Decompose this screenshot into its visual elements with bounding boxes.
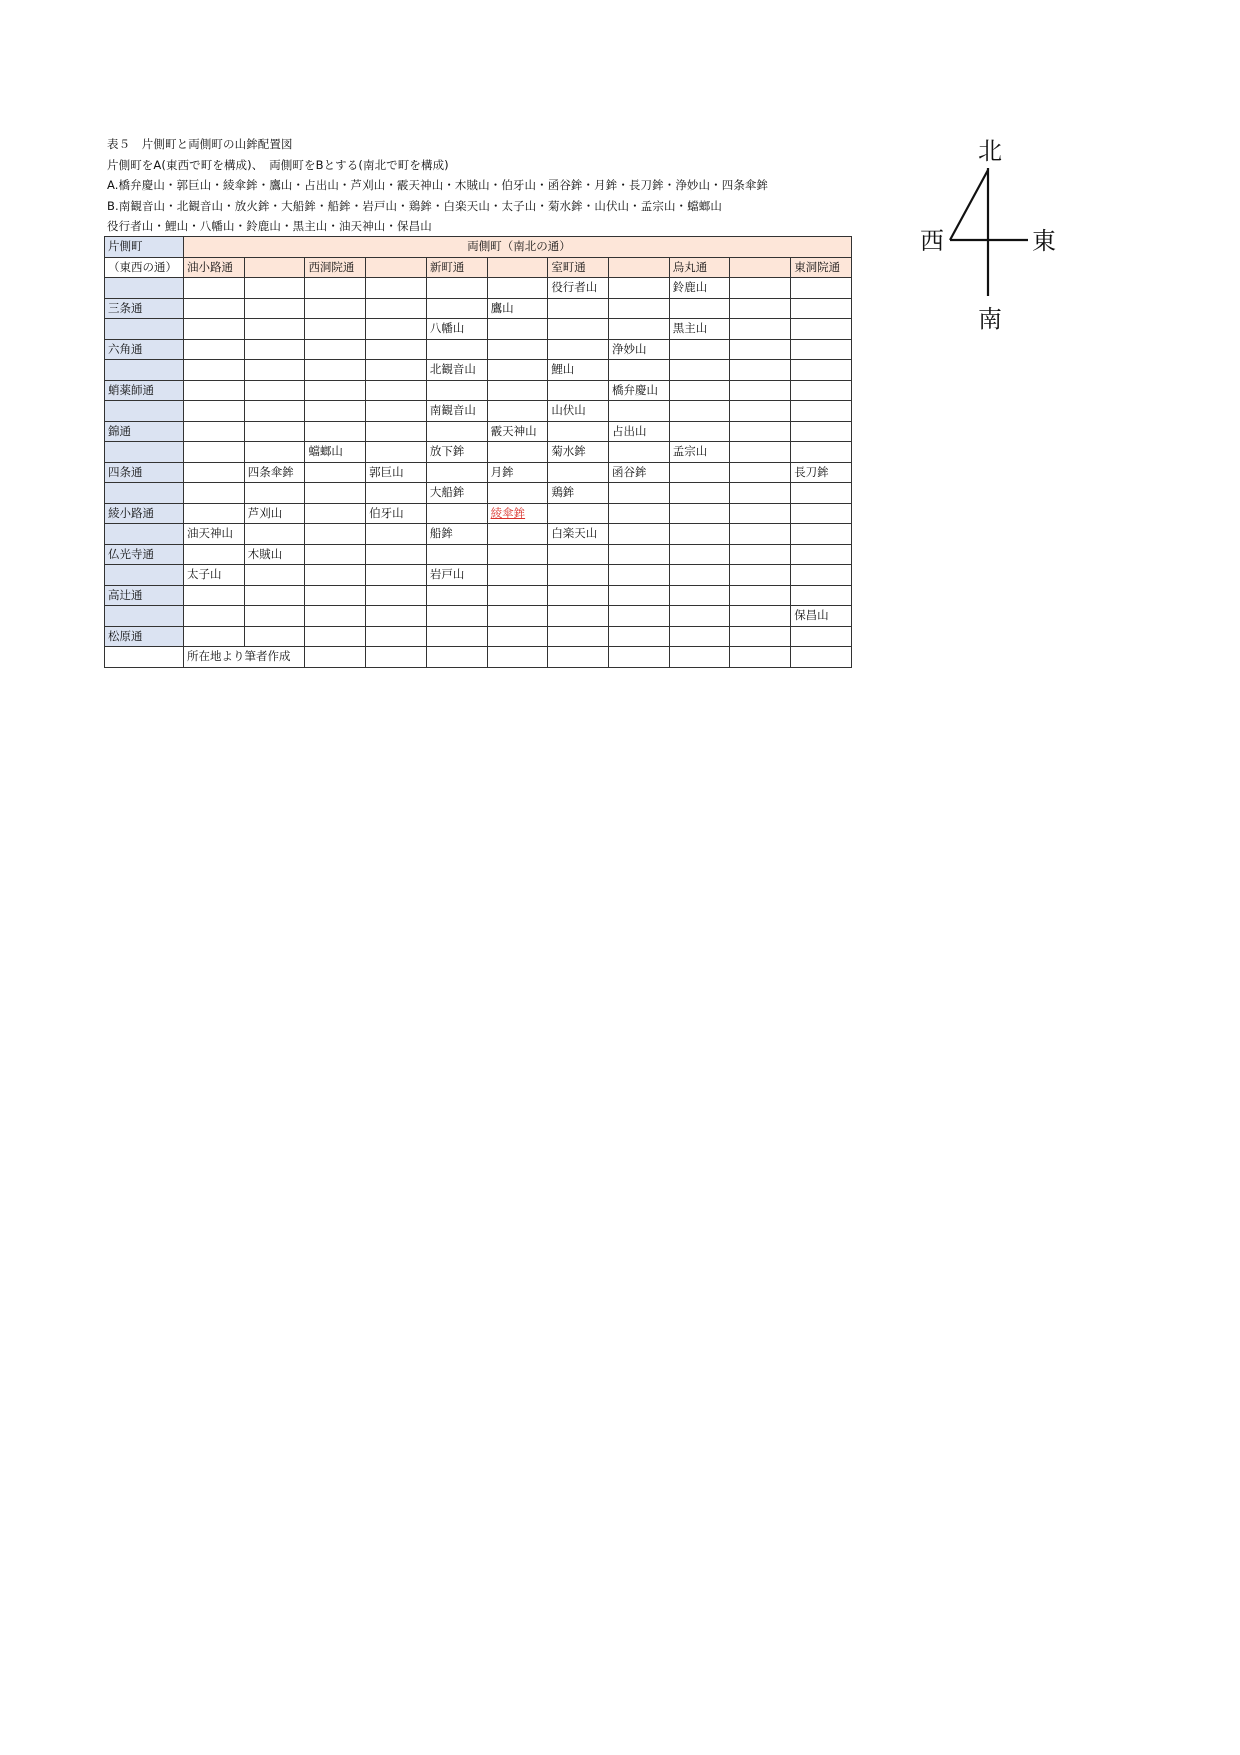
table-cell [305, 483, 366, 504]
table-cell [730, 442, 791, 463]
table-cell [305, 565, 366, 586]
table-cell [305, 298, 366, 319]
table-cell: 油天神山 [184, 524, 245, 545]
table-cell: 蟷螂山 [305, 442, 366, 463]
table-cell [548, 626, 609, 647]
placement-table [104, 236, 852, 668]
table-cell [184, 462, 245, 483]
table-cell [184, 298, 245, 319]
row-street-label [105, 442, 184, 463]
table-cell: 菊水鉾 [548, 442, 609, 463]
table-cell [730, 544, 791, 565]
column-header: 西洞院通 [305, 257, 366, 278]
table-cell [669, 626, 730, 647]
table-cell [184, 380, 245, 401]
table-row [105, 626, 852, 647]
table-cell [730, 319, 791, 340]
table-cell [184, 319, 245, 340]
table-row [105, 524, 852, 545]
list-a-line: A.橋弁慶山・郭巨山・綾傘鉾・鷹山・占出山・芦刈山・霰天神山・木賊山・伯牙山・函谷鉾・月鉾・長刀鉾・浄妙山・四条傘鉾 [107, 178, 769, 192]
table-row [105, 339, 852, 360]
table-cell [730, 360, 791, 381]
table-row [105, 565, 852, 586]
row-street-label: 六角通 [105, 339, 184, 360]
row-street-label: 綾小路通 [105, 503, 184, 524]
table-cell [305, 606, 366, 627]
table-cell: 大船鉾 [426, 483, 487, 504]
table-cell [730, 401, 791, 422]
table-cell: 鯉山 [548, 360, 609, 381]
row-street-label [105, 278, 184, 299]
column-header: 東洞院通 [791, 257, 852, 278]
table-cell [609, 442, 670, 463]
table-cell [366, 442, 427, 463]
footer-cell [366, 647, 427, 668]
table-cell: 浄妙山 [609, 339, 670, 360]
table-row [105, 606, 852, 627]
row-street-label: 松原通 [105, 626, 184, 647]
table-cell [791, 360, 852, 381]
table-cell [426, 380, 487, 401]
table-cell [548, 298, 609, 319]
column-header-row [105, 257, 852, 278]
table-cell [791, 421, 852, 442]
list-b-continued-line: 役行者山・鯉山・八幡山・鈴鹿山・黒主山・油天神山・保昌山 [107, 219, 432, 233]
row-street-label: 四条通 [105, 462, 184, 483]
table-cell [426, 606, 487, 627]
table-cell [791, 339, 852, 360]
table-cell [487, 524, 548, 545]
table-cell: 四条傘鉾 [244, 462, 305, 483]
table-cell [366, 339, 427, 360]
column-header: 新町通 [426, 257, 487, 278]
table-cell: 保昌山 [791, 606, 852, 627]
table-cell [791, 442, 852, 463]
footer-cell [791, 647, 852, 668]
table-cell [791, 401, 852, 422]
column-header: 室町通 [548, 257, 609, 278]
table-cell [791, 585, 852, 606]
table-cell [426, 278, 487, 299]
table-cell [244, 585, 305, 606]
corner-sub: （東西の通） [105, 257, 184, 278]
table-cell [426, 503, 487, 524]
row-street-label: 仏光寺通 [105, 544, 184, 565]
table-cell [366, 360, 427, 381]
row-street-label: 蛸薬師通 [105, 380, 184, 401]
table-cell [305, 524, 366, 545]
footer-row [105, 647, 852, 668]
table-cell [730, 298, 791, 319]
table-cell: 占出山 [609, 421, 670, 442]
row-street-label [105, 565, 184, 586]
table-cell [244, 483, 305, 504]
east-label: 東 [1032, 227, 1056, 255]
table-cell [669, 339, 730, 360]
header-text [107, 134, 867, 237]
table-cell: 橋弁慶山 [609, 380, 670, 401]
table-cell [305, 319, 366, 340]
table-cell: 黒主山 [669, 319, 730, 340]
table-cell [791, 524, 852, 545]
table-cell [366, 319, 427, 340]
table-cell [366, 565, 427, 586]
column-header: 油小路通 [184, 257, 245, 278]
table-row [105, 462, 852, 483]
table-row [105, 421, 852, 442]
table-cell [244, 401, 305, 422]
table-cell [305, 380, 366, 401]
table-cell [366, 421, 427, 442]
table-cell [244, 626, 305, 647]
table-cell [305, 462, 366, 483]
definition-line: 片側町をA(東西で町を構成)、 両側町をBとする(南北で町を構成) [107, 157, 449, 172]
table-cell [730, 524, 791, 545]
table-cell [366, 606, 427, 627]
footer-cell [669, 647, 730, 668]
table-cell [244, 339, 305, 360]
table-cell: 役行者山 [548, 278, 609, 299]
column-header [730, 257, 791, 278]
table-cell [487, 585, 548, 606]
table-cell [669, 483, 730, 504]
table-cell [609, 503, 670, 524]
table-cell: 鷹山 [487, 298, 548, 319]
table-cell [609, 483, 670, 504]
table-cell [244, 421, 305, 442]
footer-cell [426, 647, 487, 668]
column-header [609, 257, 670, 278]
top-header: 両側町（南北の通） [184, 237, 852, 258]
table-cell: 放下鉾 [426, 442, 487, 463]
table-cell: 郭巨山 [366, 462, 427, 483]
table-cell [366, 585, 427, 606]
table-cell [669, 360, 730, 381]
west-label: 西 [920, 227, 944, 255]
table-cell [305, 421, 366, 442]
north-label: 北 [978, 137, 1002, 165]
table-cell [609, 544, 670, 565]
list-b-line: B.南観音山・北観音山・放火鉾・大船鉾・船鉾・岩戸山・鶏鉾・白楽天山・太子山・菊水鉾・山伏山・孟宗山・蟷螂山 [107, 198, 722, 213]
table-cell: 白楽天山 [548, 524, 609, 545]
table-cell: 岩戸山 [426, 565, 487, 586]
table-cell [730, 421, 791, 442]
table-cell [791, 565, 852, 586]
table-row [105, 360, 852, 381]
table-cell [426, 626, 487, 647]
table-cell [426, 585, 487, 606]
column-header [487, 257, 548, 278]
table-row [105, 298, 852, 319]
table-cell: 山伏山 [548, 401, 609, 422]
table-cell [305, 585, 366, 606]
table-cell [548, 462, 609, 483]
table-cell [487, 483, 548, 504]
table-cell: 鶏鉾 [548, 483, 609, 504]
table-cell [730, 339, 791, 360]
table-cell [730, 278, 791, 299]
table-cell [791, 298, 852, 319]
table-cell [244, 319, 305, 340]
table-cell [609, 524, 670, 545]
table-cell [244, 298, 305, 319]
compass-diagram [900, 130, 1100, 350]
table-cell [184, 278, 245, 299]
table-cell [305, 401, 366, 422]
table-cell [548, 421, 609, 442]
table-caption: 表５ 片側町と両側町の山鉾配置図 [107, 137, 293, 151]
table-cell [730, 626, 791, 647]
table-cell [548, 319, 609, 340]
column-header [366, 257, 427, 278]
table-cell: 八幡山 [426, 319, 487, 340]
table-cell [487, 626, 548, 647]
table-cell [609, 585, 670, 606]
row-street-label [105, 319, 184, 340]
table-cell [184, 401, 245, 422]
source-note: 所在地より筆者作成 [184, 647, 305, 668]
table-cell [791, 503, 852, 524]
table-cell [426, 339, 487, 360]
table-cell [244, 565, 305, 586]
table-row [105, 380, 852, 401]
table-cell [791, 319, 852, 340]
table-row [105, 442, 852, 463]
table-cell [305, 626, 366, 647]
table-cell [609, 360, 670, 381]
table-cell [184, 360, 245, 381]
table-cell [487, 565, 548, 586]
table-cell [730, 483, 791, 504]
table-cell [366, 524, 427, 545]
table-cell [791, 483, 852, 504]
footer-cell [730, 647, 791, 668]
corner-top: 片側町 [105, 237, 184, 258]
table-cell: 鈴鹿山 [669, 278, 730, 299]
table-cell [426, 421, 487, 442]
table-cell: 太子山 [184, 565, 245, 586]
table-cell [244, 442, 305, 463]
table-cell [669, 565, 730, 586]
footer-cell [548, 647, 609, 668]
table-cell [487, 360, 548, 381]
table-cell [609, 298, 670, 319]
row-street-label [105, 483, 184, 504]
table-cell [184, 544, 245, 565]
table-cell [305, 360, 366, 381]
table-cell [487, 442, 548, 463]
table-cell [184, 483, 245, 504]
table-cell [366, 380, 427, 401]
table-cell [487, 401, 548, 422]
table-cell [669, 544, 730, 565]
table-cell [609, 565, 670, 586]
table-cell: 長刀鉾 [791, 462, 852, 483]
table-cell [487, 339, 548, 360]
table-cell [730, 380, 791, 401]
table-row [105, 544, 852, 565]
table-cell [487, 319, 548, 340]
table-cell [244, 380, 305, 401]
footer-cell [609, 647, 670, 668]
table-cell [609, 319, 670, 340]
table-cell [244, 524, 305, 545]
table-cell [184, 626, 245, 647]
footer-cell [305, 647, 366, 668]
table-cell [548, 380, 609, 401]
column-header [244, 257, 305, 278]
table-cell: 霰天神山 [487, 421, 548, 442]
table-cell [366, 298, 427, 319]
table-cell [184, 339, 245, 360]
table-cell [669, 503, 730, 524]
table-cell [184, 606, 245, 627]
table-cell [487, 380, 548, 401]
table-row [105, 319, 852, 340]
table-cell [730, 462, 791, 483]
table-cell [366, 401, 427, 422]
row-street-label [105, 606, 184, 627]
table-cell [669, 401, 730, 422]
table-row [105, 278, 852, 299]
table-cell [426, 298, 487, 319]
table-cell [609, 278, 670, 299]
south-label: 南 [978, 305, 1002, 333]
table-cell [609, 401, 670, 422]
table-cell: 函谷鉾 [609, 462, 670, 483]
table-cell [366, 483, 427, 504]
table-cell [487, 606, 548, 627]
table-row [105, 483, 852, 504]
table-cell [305, 278, 366, 299]
table-cell: 孟宗山 [669, 442, 730, 463]
table-cell [244, 606, 305, 627]
table-cell [669, 462, 730, 483]
table-cell [669, 421, 730, 442]
row-street-label: 高辻通 [105, 585, 184, 606]
table-cell [184, 442, 245, 463]
table-row [105, 503, 852, 524]
table-cell [244, 360, 305, 381]
table-cell [730, 503, 791, 524]
table-cell: 南観音山 [426, 401, 487, 422]
table-cell [244, 278, 305, 299]
column-header: 烏丸通 [669, 257, 730, 278]
table-cell [791, 626, 852, 647]
row-street-label [105, 360, 184, 381]
table-cell [548, 606, 609, 627]
table-cell [426, 544, 487, 565]
table-cell: 月鉾 [487, 462, 548, 483]
table-row [105, 585, 852, 606]
table-cell [548, 339, 609, 360]
table-cell: 芦刈山 [244, 503, 305, 524]
table-cell [669, 585, 730, 606]
footer-empty [105, 647, 184, 668]
table-cell [669, 380, 730, 401]
table-cell [730, 585, 791, 606]
table-cell [366, 278, 427, 299]
header-row [105, 237, 852, 258]
table-cell [184, 585, 245, 606]
table-cell: 北観音山 [426, 360, 487, 381]
table-cell [791, 544, 852, 565]
table-cell: 木賊山 [244, 544, 305, 565]
table-cell [487, 544, 548, 565]
table-cell [184, 503, 245, 524]
footer-cell [487, 647, 548, 668]
table-cell [609, 606, 670, 627]
table-cell [730, 565, 791, 586]
table-cell [305, 503, 366, 524]
table-cell [730, 606, 791, 627]
row-street-label: 錦通 [105, 421, 184, 442]
table-cell [366, 544, 427, 565]
table-row [105, 401, 852, 422]
row-street-label [105, 401, 184, 422]
table-cell [669, 298, 730, 319]
table-cell [305, 544, 366, 565]
table-cell [669, 606, 730, 627]
table-cell [548, 544, 609, 565]
table-cell [548, 503, 609, 524]
table-cell [305, 339, 366, 360]
table-cell [487, 278, 548, 299]
table-cell [609, 626, 670, 647]
highlighted-cell: 綾傘鉾 [487, 503, 548, 524]
row-street-label [105, 524, 184, 545]
table-cell: 伯牙山 [366, 503, 427, 524]
table-cell [366, 626, 427, 647]
table-cell [426, 462, 487, 483]
table-cell [669, 524, 730, 545]
table-cell [184, 421, 245, 442]
table-cell [791, 380, 852, 401]
table-cell [548, 585, 609, 606]
table-cell [548, 565, 609, 586]
row-street-label: 三条通 [105, 298, 184, 319]
table-cell [791, 278, 852, 299]
table-cell: 船鉾 [426, 524, 487, 545]
